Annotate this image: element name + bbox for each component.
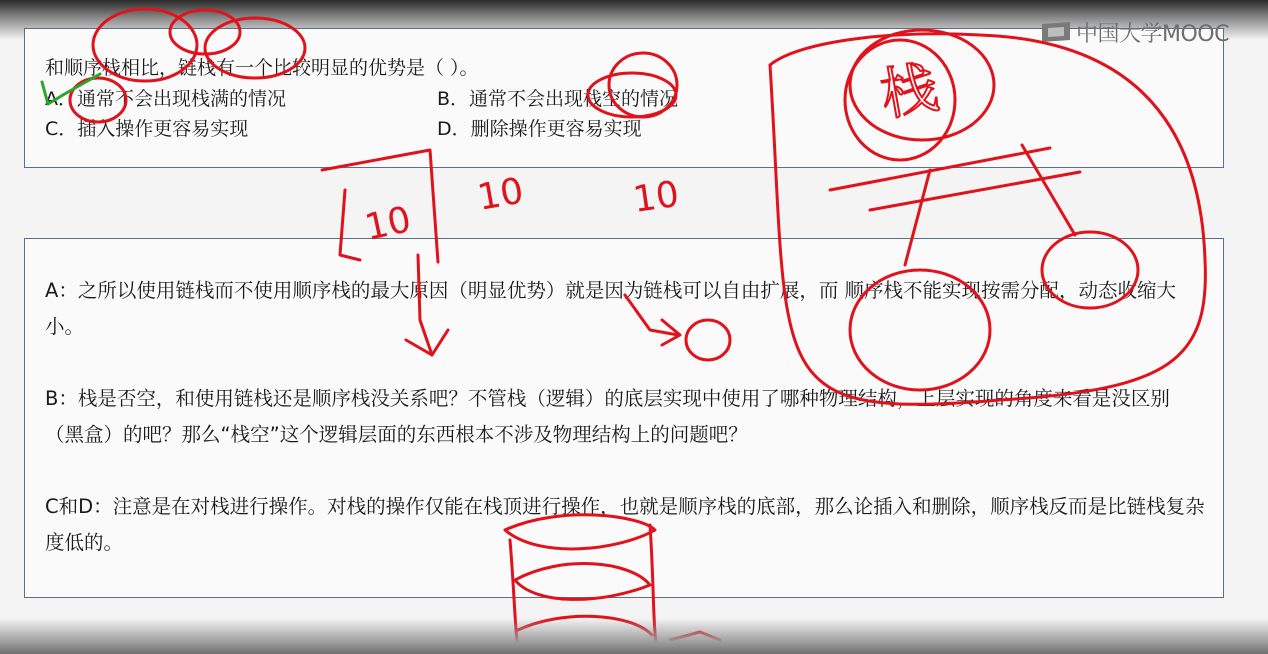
mooc-logo-icon [1040,20,1072,44]
analysis-cd: C和D：注意是在对栈进行操作。对栈的操作仅能在栈顶进行操作，也就是顺序栈的底部，那么论插入和删除，顺序栈反而是比链栈复杂度低的。 [45,495,1205,554]
analysis-a: A：之所以使用链栈而不使用顺序栈的最大原因（明显优势）就是因为链栈可以自由扩展，而 顺序栈不能实现按需分配，动态收缩大小。 [45,279,1177,338]
ink-line-2 [870,172,1080,210]
logo-text: 中国大学MOOC [1076,21,1229,47]
handwritten-10-c: 10 [630,173,682,221]
option-a: A．通常不会出现栈满的情况 [45,88,286,110]
question-stem: 和顺序栈相比，链栈有一个比较明显的优势是（ ）。 [45,57,479,79]
handwritten-10-a: 10 [361,199,415,249]
option-b: B．通常不会出现栈空的情况 [437,88,679,110]
option-d: D．删除操作更容易实现 [437,118,642,140]
analysis-box [24,238,1224,598]
analysis-b: B：栈是否空，和使用链栈还是顺序栈没关系吧？不管栈（逻辑）的底层实现中使用了哪种物理结构，上层实现的角度来看是没区别（黑盒）的吧？那么“栈空”这个逻辑层面的东西根本不涉及物理结构上的问题吧？ [45,387,1170,446]
mooc-logo [1040,14,1229,50]
handwritten-10-b: 10 [474,170,527,219]
option-c: C．插入操作更容易实现 [45,118,249,140]
handwritten-char: 栈 [876,55,943,129]
video-bottom-shade [0,618,1268,654]
